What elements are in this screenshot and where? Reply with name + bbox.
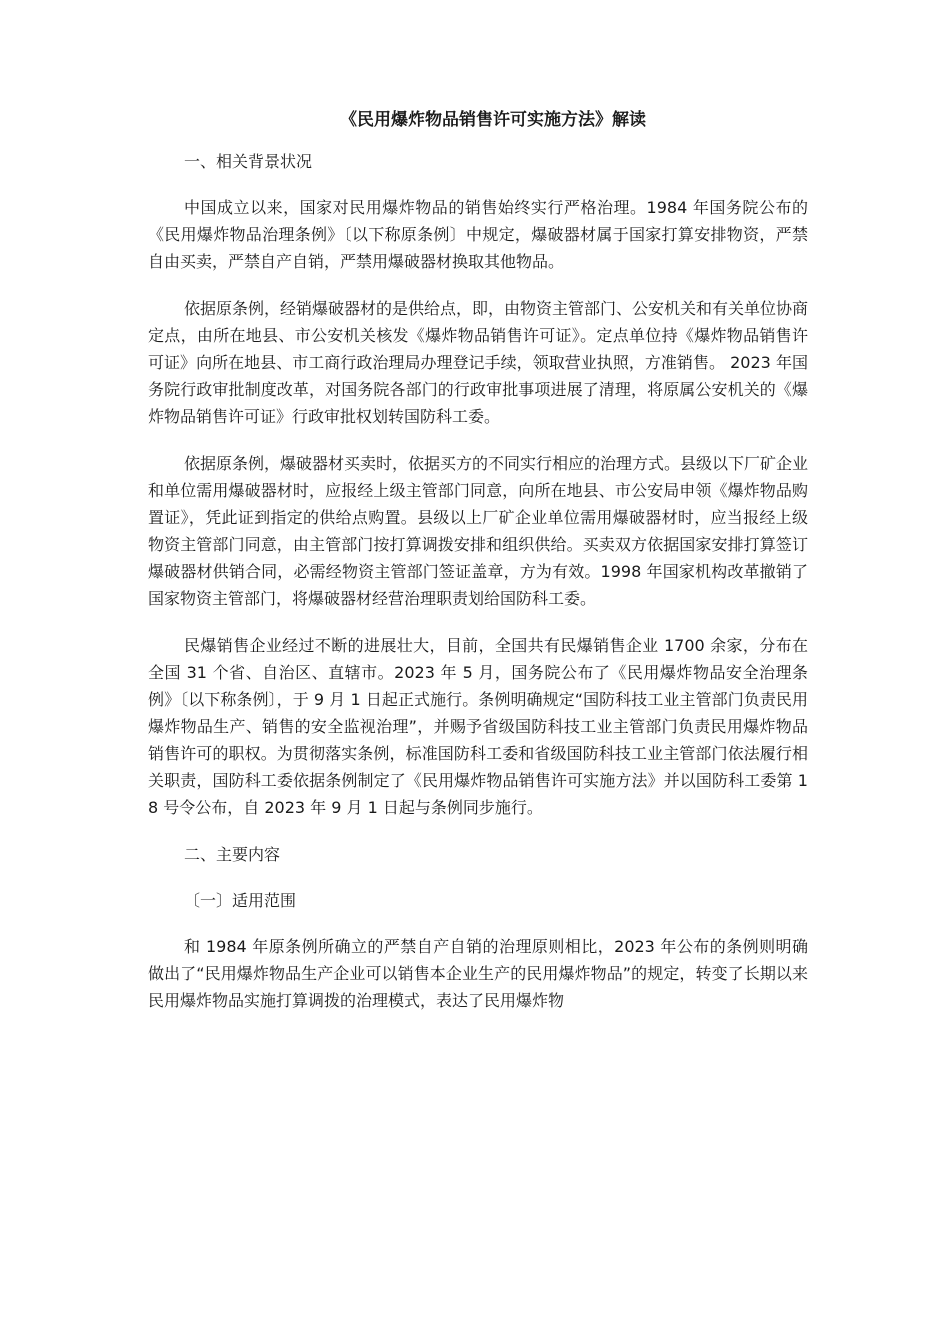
- section-heading-main-content: 二、主要内容: [184, 845, 281, 864]
- paragraph-original-regulation: 依据原条例，经销爆破器材的是供给点，即，由物资主管部门、公安机关和有关单位协商定点，由所在地县、市公安机关核发《爆炸物品销售许可证》。定点单位持《爆炸物品销售许可证》向所在地县、市工商行政治理局办理登记手续，领取营业执照，方准销售。 2023 年国务院行政审批制度改革，对国务院各部门的行政审批事项进展了清理，将原属公安机关的《爆炸物品销售许可证》行政审批权划转国防科工委。: [148, 299, 809, 426]
- paragraph-scope: 和 1984 年原条例所确立的严禁自产自销的治理原则相比，2023 年公布的条例则明确做出了“民用爆炸物品生产企业可以销售本企业生产的民用爆炸物品”的规定，转变了长期以来民用爆炸物品实施打算调拨的治理模式，表达了民用爆炸物: [148, 937, 808, 1010]
- paragraph-trading-methods: 依据原条例，爆破器材买卖时，依据买方的不同实行相应的治理方式。县级以下厂矿企业和单位需用爆破器材时，应报经上级主管部门同意，向所在地县、市公安局申领《爆炸物品购置证》，凭此证到指定的供给点购置。县级以上厂矿企业单位需用爆破器材时，应当报经上级物资主管部门同意，由主管部门按打算调拨安排和组织供给。买卖双方依据国家安排打算签订爆破器材供销合同，必需经物资主管部门签证盖章，方为有效。1998 年国家机构改革撤销了国家物资主管部门，将爆破器材经营治理职责划给国防科工委。: [148, 454, 809, 608]
- section-heading-background: 一、相关背景状况: [184, 152, 313, 171]
- paragraph-current-status: 民爆销售企业经过不断的进展壮大，目前，全国共有民爆销售企业 1700 余家，分布在全国 31 个省、自治区、直辖市。2023 年 5 月，国务院公布了《民用爆炸物品安全治理条例》〔以下称条例〕，于 9 月 1 日起正式施行。条例明确规定“国防科技工业主管部门负责民用爆炸物品生产、销售的安全监视治理”，并赐予省级国防科技工业主管部门负责民用爆炸物品销售许可的职权。为贯彻落实条例，标准国防科工委和省级国防科技工业主管部门依法履行相关职责，国防科工委依据条例制定了《民用爆炸物品销售许可实施方法》并以国防科工委第 18 号令公布，自 2023 年 9 月 1 日起与条例同步施行。: [148, 636, 808, 817]
- document-title: 《民用爆炸物品销售许可实施方法》解读: [340, 110, 646, 130]
- subsection-heading-scope: 〔一〕适用范围: [184, 891, 297, 910]
- document-body: [148, 148, 808, 1034]
- paragraph-history: 中国成立以来，国家对民用爆炸物品的销售始终实行严格治理。1984 年国务院公布的《民用爆炸物品治理条例》〔以下称原条例〕中规定，爆破器材属于国家打算安排物资，严禁自由买卖，严禁自产自销，严禁用爆破器材换取其他物品。: [148, 198, 808, 271]
